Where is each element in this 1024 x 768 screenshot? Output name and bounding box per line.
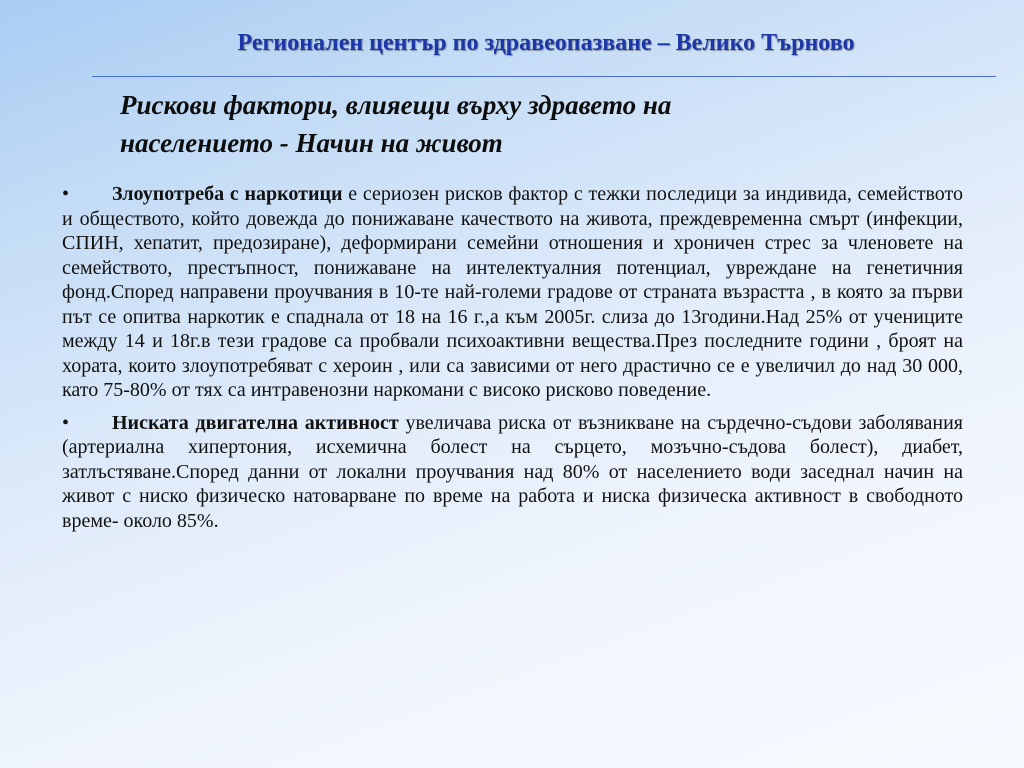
header-title: Регионален център по здравеопазване – Велико Търново xyxy=(237,30,855,56)
bullet-list xyxy=(62,182,963,541)
slide-title-line-1: Рискови фактори, влияещи върху здравето на xyxy=(120,90,672,120)
bullet-text: увеличава риска от възникване на сърдечно-съдови заболявания (артериална хипертония, исхемична болест на сърцето, мозъчно-съдова болест), диабет, затлъстяване.Според данни от локални проучвания над 80% от населението води заседнал начин на живот с ниско физическо натоварване по време на работа и ниска физическа активност в свободното време- около 85%. xyxy=(62,411,963,532)
bullet-heading: Ниската двигателна активност xyxy=(112,411,399,434)
slide-title xyxy=(120,86,980,162)
bullet-drug-abuse xyxy=(62,182,963,403)
header-divider xyxy=(92,76,996,77)
bullet-heading: Злоупотреба с наркотици xyxy=(112,183,343,205)
bullet-low-physical-activity xyxy=(62,411,963,534)
bullet-icon: • xyxy=(62,183,70,205)
slide-title-line-2: населението - Начин на живот xyxy=(120,128,503,158)
bullet-icon: • xyxy=(62,411,70,434)
bullet-text: е сериозен рисков фактор с тежки последици за индивида, семейството и обществото, който довежда до понижаване качеството на живота, преждевременна смърт (инфекции, СПИН, хепатит, предозиране), деформирани семейни отношения и хроничен стрес за членовете на семейството, престъпност, понижаване на интелектуалния потенциал, увреждане на генетичния фонд.Според направени проучвания в 10-те най-големи градове от страната възрастта , в която за първи път се опитва наркотик е спаднала от 18 на 16 г.,а към 2005г. слиза до 13години.Над 25% от учениците между 14 и 18г.в тези градове са пробвали психоактивни вещества.През последните години , броят на хората, които злоупотребяват с хероин , или са зависими от него драстично се е увеличил до над 30 000, като 75-80% от тях са интравенозни наркомани с високо рисково поведение. xyxy=(62,183,963,401)
